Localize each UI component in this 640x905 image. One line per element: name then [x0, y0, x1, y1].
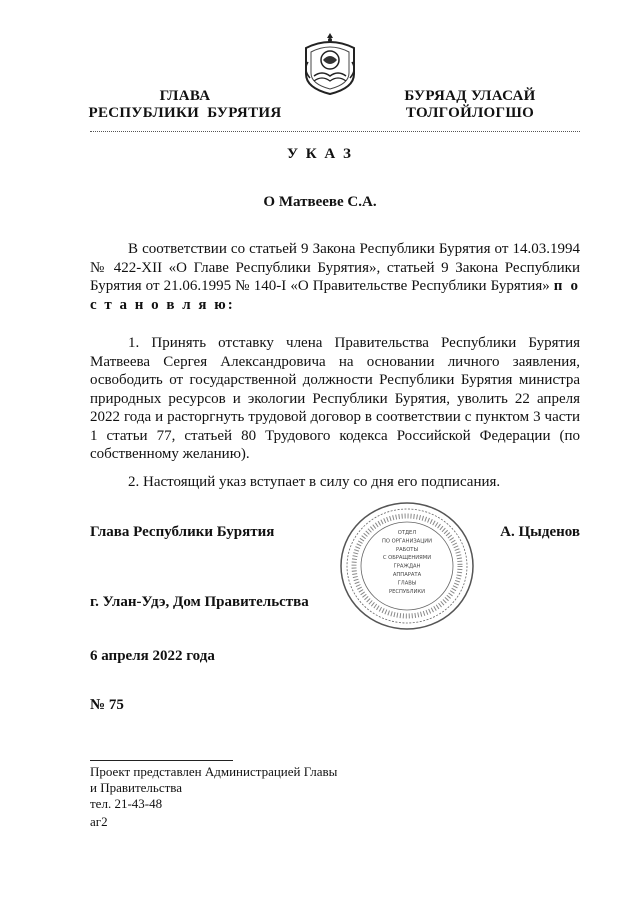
stamp-text-line: С ОБРАЩЕНИЯМИ: [382, 555, 432, 562]
place-of-signing: г. Улан-Удэ, Дом Правительства: [90, 594, 309, 610]
signing-date: 6 апреля 2022 года: [90, 648, 215, 664]
preamble-paragraph: [90, 240, 580, 314]
header-right: [375, 88, 565, 122]
stamp-text-line: ОТДЕЛ: [397, 530, 417, 536]
footnote-divider: [90, 760, 233, 761]
signatory-position: Глава Республики Бурятия: [90, 524, 275, 540]
header-right-line1: БУРЯАД УЛАСАЙ: [404, 88, 536, 104]
stamp-seal-icon: [338, 500, 476, 632]
footnote: [90, 764, 337, 812]
header-left-line2: РЕСПУБЛИКИ БУРЯТИЯ: [88, 105, 282, 121]
coat-of-arms-emblem: [300, 30, 360, 96]
decree-number: № 75: [90, 697, 124, 713]
stamp-text-line: РАБОТЫ: [395, 546, 419, 553]
header-left-line1: ГЛАВА: [159, 88, 211, 104]
footnote-code: аг2: [90, 814, 108, 829]
footnote-line3: тел. 21-43-48: [90, 796, 163, 811]
footnote-line2: и Правительства: [90, 780, 183, 795]
item-2-paragraph: 2. Настоящий указ вступает в силу со дня его подписания.: [128, 474, 501, 490]
stamp-text-line: ПО ОРГАНИЗАЦИИ: [381, 538, 433, 545]
stamp-text-line: АППАРАТА: [392, 572, 422, 578]
header-left: [75, 88, 295, 122]
official-stamp: [338, 500, 476, 632]
document-subject: О Матвееве С.А.: [263, 194, 377, 210]
signatory-name: А. Цыденов: [500, 524, 580, 540]
preamble-text: В соответствии со статьей 9 Закона Республики Бурятия от 14.03.1994 № 422-XII «О Главе Республики Бурятия», статьей 9 Закона Республики Бурятия от 21.06.1995 № 140-I «О Правительстве Республики Бурятия»: [90, 241, 580, 294]
stamp-text-line: РЕСПУБЛИКИ: [389, 588, 425, 595]
footnote-line1: Проект представлен Администрацией Главы: [90, 764, 338, 779]
emblem-icon: [300, 30, 360, 96]
document-title: У К А З: [287, 146, 353, 162]
header-divider: [90, 131, 580, 132]
stamp-text-line: ГРАЖДАН: [393, 563, 421, 570]
item-1-paragraph: 1. Принять отставку члена Правительства Республики Бурятия Матвеева Сергея Александровича на основании личного заявления, освободить от государственной должности Республики Бурятия министра природных ресурсов и экологии Республики Бурятия, уволить 22 апреля 2022 года и расторгнуть трудовой договор в соответствии с пунктом 3 части 1 статьи 77, статьей 80 Трудового кодекса Российской Федерации (по собственному желанию).: [90, 335, 580, 462]
preamble-decree-word: п о с т а н о в л я ю:: [90, 278, 580, 313]
header-right-line2: ТОЛГОЙЛОГШО: [405, 105, 535, 121]
stamp-text-line: ГЛАВЫ: [397, 580, 417, 587]
